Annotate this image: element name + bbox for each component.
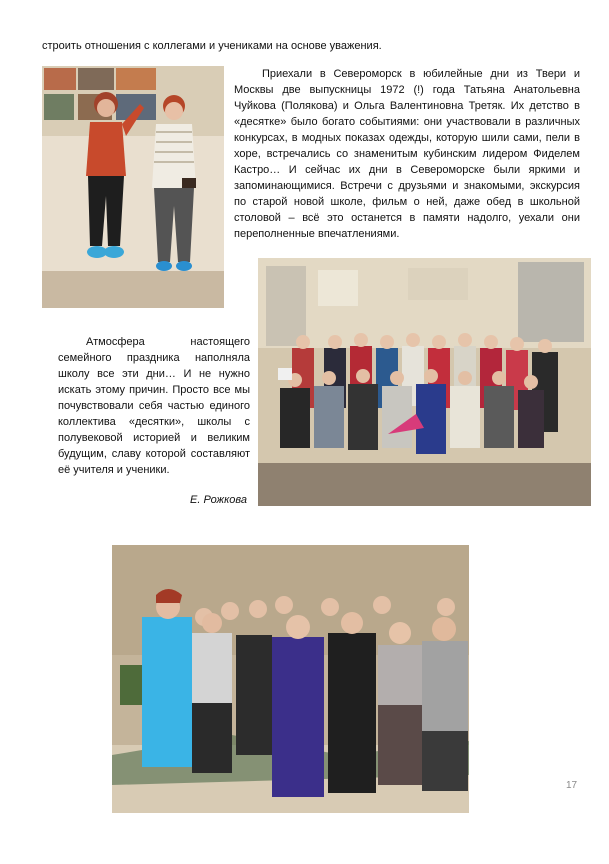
photo-group-standing (112, 545, 469, 813)
photo-group-seated (258, 258, 591, 506)
photo-two-graduates (42, 66, 224, 308)
paragraph-atmosphere: Атмосфера настоящего семейного праздника наполняла школу все эти дни… И не нужно искать этому причин. Просто все мы почувствовали себя частью единого коллектива «десятки», школы с полувековой историей и великим будущим, славу которой составляют её учителя и ученики. (58, 336, 250, 476)
top-text-line: строить отношения с коллегами и учениками на основе уважения. (42, 40, 382, 52)
page-number: 17 (566, 780, 578, 791)
author-signature: Е. Рожкова (190, 494, 248, 506)
paragraph-visit: Приехали в Североморск в юбилейные дни из Твери и Москвы две выпускницы 1972 (!) года Татьяна Анатольевна Чуйкова (Полякова) и Ольга Валентиновна Третяк. Их детство в «десятке» было богато событиями: они участвовали в различных конкурсах, в модных показах одежды, которую шили сами, пели в хоре, встречались со знаменитым кубинским лидером Фиделем Кастро… И сейчас их дни в Североморске были яркими и запоминающимися. Встречи с друзьями и знакомыми, экскурсия по старой новой школе, фильм о ней, даже обед в школьной столовой – всё это останется в памяти надолго, уехали они переполненные впечатлениями. (234, 68, 580, 240)
